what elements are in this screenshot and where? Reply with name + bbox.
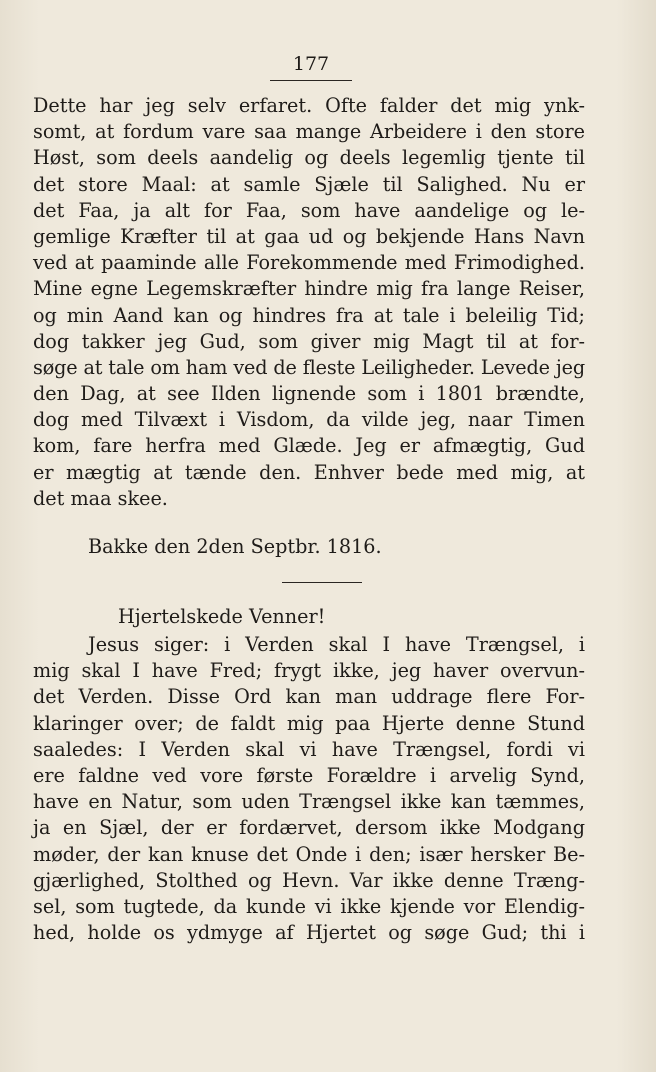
text-line: mig skal I have Fred; frygt ikke, jeg haver overvun- [33,659,585,683]
text-line: Høst, som deels aandelig og deels legemlig tjente til [33,146,585,170]
letter-1-signoff: Bakke den 2den Septbr. 1816. [88,535,382,558]
section-divider [282,582,362,583]
text-line: det Faa, ja alt for Faa, som have aandelige og le- [33,198,585,222]
text-line: sel, som tugtede, da kunde vi ikke kjende vor Elendig- [33,894,585,918]
text-line: gemlige Kræfter til at gaa ud og bekjende Hans Navn [33,224,585,248]
text-line: Jesus siger: i Verden skal I have Trængsel, i [88,633,585,656]
text-line: ere faldne ved vore første Forældre i arvelig Synd, [33,763,585,787]
header-rule [270,80,352,81]
text-line: ved at paaminde alle Forekommende med Frimodighed. [33,251,585,275]
text-line: somt, at fordum vare saa mange Arbeidere i den store [33,120,585,144]
text-line: er mægtig at tænde den. Enhver bede med mig, at [33,460,585,484]
text-line: det store Maal: at samle Sjæle til Salighed. Nu er [33,172,585,196]
letter-2-body [33,632,585,946]
text-line: dog takker jeg Gud, som giver mig Magt til at for- [33,329,585,353]
text-line: klaringer over; de faldt mig paa Hjerte denne Stund [33,711,585,735]
letter-1-body [33,93,585,512]
text-line: kom, fare herfra med Glæde. Jeg er afmægtig, Gud [33,434,585,458]
text-line: det Verden. Disse Ord kan man uddrage flere For- [33,685,585,709]
text-line: den Dag, at see Ilden lignende som i 1801 brændte, [33,382,585,406]
text-line: gjærlighed, Stolthed og Hevn. Var ikke denne Træng- [33,868,585,892]
text-line: dog med Tilvæxt i Visdom, da vilde jeg, naar Timen [33,408,585,432]
text-line: hed, holde os ydmyge af Hjertet og søge Gud; thi i [33,921,585,945]
text-line: ja en Sjæl, der er fordærvet, dersom ikke Modgang [33,816,585,840]
text-line: Mine egne Legemskræfter hindre mig fra lange Reiser, [33,277,585,301]
page-number: 177 [292,53,330,75]
letter-2-salutation: Hjertelskede Venner! [118,605,326,628]
text-line: og min Aand kan og hindres fra at tale i beleilig Tid; [33,303,585,327]
text-line: søge at tale om ham ved de fleste Leiligheder. Levede jeg [33,355,585,379]
text-line: have en Natur, som uden Trængsel ikke kan tæmmes, [33,790,585,814]
text-line: det maa skee. [33,486,168,510]
text-line: Dette har jeg selv erfaret. Ofte falder det mig ynk- [33,94,585,117]
text-line: møder, der kan knuse det Onde i den; især hersker Be- [33,842,585,866]
text-line: saaledes: I Verden skal vi have Trængsel, fordi vi [33,737,585,761]
